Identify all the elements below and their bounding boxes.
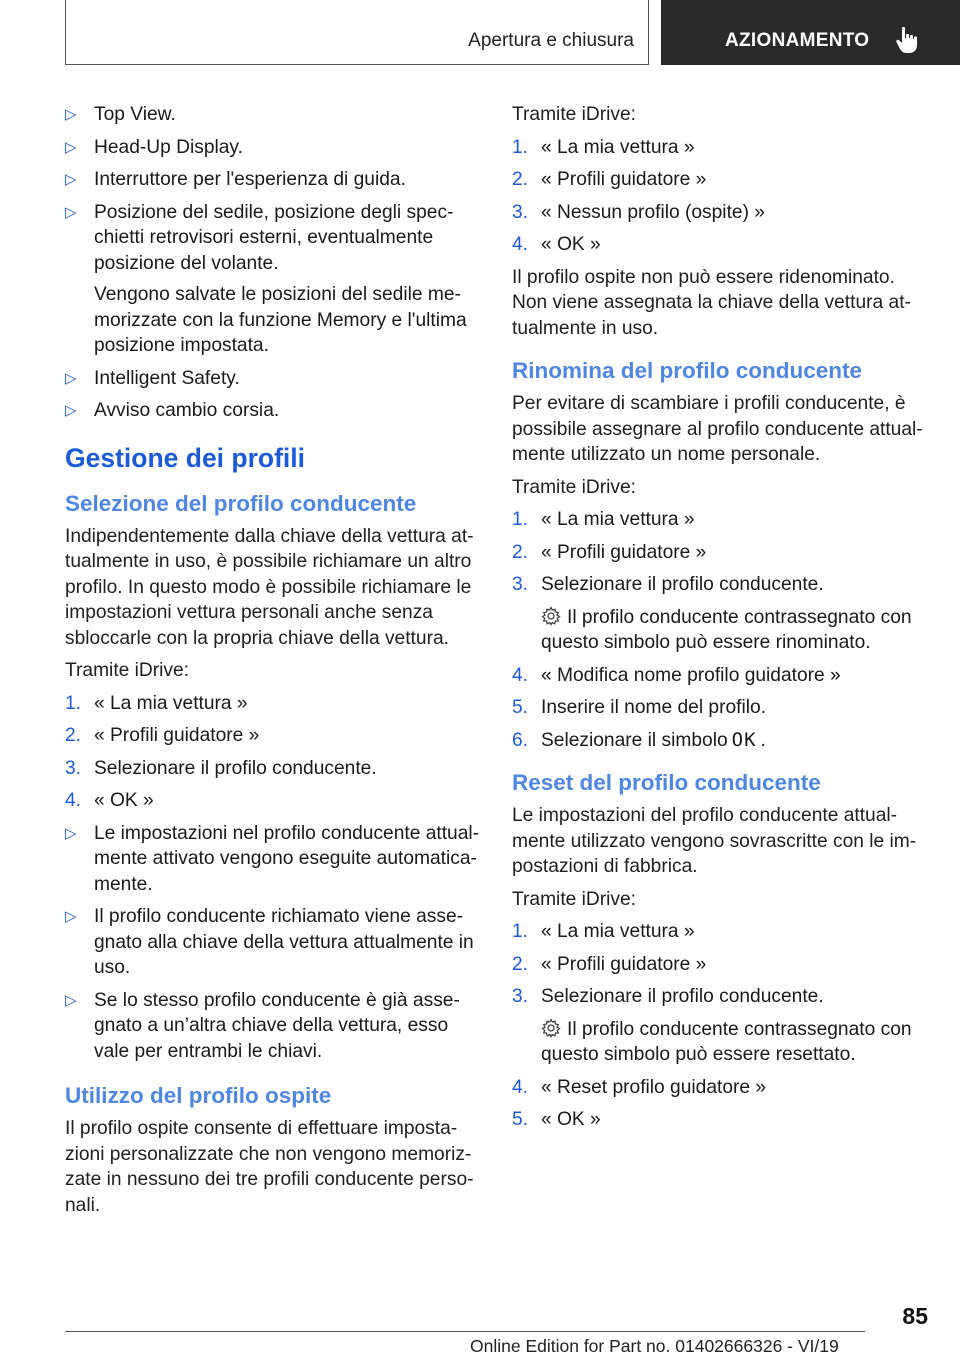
step-number: 1. [512, 509, 529, 530]
bullet-list [65, 821, 480, 1065]
bullet-triangle-icon: ▷ [65, 203, 77, 221]
ok-symbol: OK [731, 728, 757, 751]
bullet-triangle-icon: ▷ [65, 171, 77, 188]
footer-divider [65, 1331, 865, 1332]
step-number: 5. [512, 697, 529, 718]
step-number: 2. [512, 169, 529, 190]
step-item [512, 540, 927, 566]
step-item [512, 919, 927, 945]
step-item [512, 695, 927, 721]
bullet-text: Avviso cambio corsia. [94, 400, 280, 421]
bullet-item [65, 398, 480, 424]
bullet-item [65, 167, 480, 193]
step-text: « Reset profilo guidatore » [541, 1076, 767, 1098]
bullet-triangle-icon: ▷ [65, 991, 77, 1009]
step-item [512, 663, 927, 689]
step-number: 1. [65, 692, 82, 714]
step-text: « Modifica nome profilo guidatore » [541, 664, 841, 686]
step-item [512, 507, 927, 533]
step-item [512, 728, 927, 754]
step-number: 5. [512, 1109, 529, 1130]
bullet-text: Top View. [94, 104, 176, 125]
step-number: 3. [512, 574, 529, 595]
step-item [65, 723, 480, 749]
step-number: 4. [65, 790, 82, 811]
step-item [512, 984, 927, 1068]
pointing-hand-icon [895, 26, 921, 54]
step-item [512, 200, 927, 226]
gear-icon [541, 606, 561, 626]
step-number: 2. [512, 953, 529, 975]
step-text: « La mia vettura » [541, 921, 695, 942]
bullet-text: Intelligent Safety. [94, 367, 240, 389]
header-chapter-tab [661, 0, 960, 65]
step-item [512, 232, 927, 258]
bullet-text: Se lo stesso profilo conducente è già assegnato a un’altra chiave della vettura, esso vale per entrambi le chiavi. [94, 989, 460, 1062]
step-list [65, 691, 480, 814]
step-number: 2. [65, 725, 82, 746]
step-note-text: Il profilo conducente contrassegnato con questo simbolo può essere rinominato. [541, 606, 912, 653]
step-text: « La mia vettura » [541, 136, 695, 158]
bullet-item [65, 200, 480, 359]
step-number: 1. [512, 921, 529, 942]
bullet-item [65, 821, 480, 898]
step-text: « OK » [94, 790, 154, 811]
bullet-triangle-icon: ▷ [65, 908, 77, 925]
bullet-text: Head-Up Display. [94, 136, 243, 158]
step-text: Selezionare il simbolo [541, 729, 728, 751]
step-note-text: Il profilo conducente contrassegnato con questo simbolo può essere resettato. [541, 1018, 912, 1065]
header-section-tab [65, 0, 649, 65]
step-text: « Profili guidatore » [541, 953, 707, 975]
step-number: 3. [512, 986, 529, 1007]
step-text: « Profili guidatore » [94, 725, 260, 746]
step-number: 4. [512, 234, 529, 255]
paragraph-lead: Tramite iDrive: [512, 888, 637, 910]
step-item [65, 756, 480, 782]
step-number: 3. [512, 201, 529, 223]
paragraph: Le impostazioni del profilo conducente attualmente utilizzato vengono sovrascritte con le impostazioni di fabbrica. [512, 805, 917, 877]
step-list [512, 507, 927, 753]
right-column [512, 102, 927, 1140]
step-text: « OK » [541, 234, 601, 255]
step-list [512, 919, 927, 1133]
step-text: « Nessun profilo (ospite) » [541, 201, 765, 223]
paragraph-lead: Tramite iDrive: [65, 660, 190, 681]
step-item [512, 1107, 927, 1133]
bullet-item [65, 366, 480, 392]
step-text: « La mia vettura » [94, 692, 248, 714]
step-text: Selezionare il profilo conducente. [94, 757, 377, 779]
bullet-text: Posizione del sedile, posizione degli specchietti retrovisori esterni, eventualmente posizione del volante. [94, 201, 454, 274]
paragraph: Il profilo ospite non può essere ridenominato. Non viene assegnata la chiave della vettura attualmente in uso. [512, 266, 911, 339]
bullet-triangle-icon: ▷ [65, 402, 77, 419]
step-note [541, 605, 927, 656]
paragraph: Il profilo ospite consente di effettuare impostazioni personalizzate che non vengono memorizzate in nessuno dei tre profili conducente personali. [65, 1118, 474, 1216]
section-heading-guest-profile: Utilizzo del profilo ospite [65, 1083, 332, 1108]
chapter-title: AZIONAMENTO [725, 30, 870, 51]
section-heading-select-profile: Selezione del profilo conducente [65, 490, 417, 516]
step-number: 1. [512, 136, 529, 158]
step-number: 6. [512, 729, 529, 751]
step-note [541, 1017, 927, 1068]
paragraph-lead: Tramite iDrive: [512, 476, 637, 498]
bullet-triangle-icon: ▷ [65, 369, 77, 387]
section-title: Apertura e chiusura [468, 30, 634, 51]
bullet-item [65, 988, 480, 1065]
section-heading-rename-profile: Rinomina del profilo conducente [512, 358, 863, 383]
step-text: « OK » [541, 1109, 601, 1130]
step-number: 4. [512, 1076, 529, 1098]
step-item [512, 135, 927, 161]
step-text: Inserire il nome del profilo. [541, 697, 767, 718]
step-number: 3. [65, 757, 82, 779]
section-heading-reset-profile: Reset del profilo conducente [512, 770, 821, 795]
step-text: Selezionare il profilo conducente. [541, 986, 824, 1007]
gear-icon [541, 1018, 561, 1038]
step-item [65, 788, 480, 814]
step-number: 2. [512, 541, 529, 563]
paragraph: Indipendentemente dalla chiave della vettura attualmente in uso, è possibile richiamare un altro profilo. In questo modo è possibile richiamare le impostazioni vettura personali anche senza sbloccarle con la propria chiave della vettura. [65, 525, 474, 649]
bullet-item [65, 135, 480, 161]
step-item [512, 1075, 927, 1101]
step-list [512, 135, 927, 258]
step-text: Selezionare il profilo conducente. [541, 574, 824, 595]
step-item [65, 691, 480, 717]
step-text: « Profili guidatore » [541, 169, 707, 190]
bullet-triangle-icon: ▷ [65, 824, 77, 842]
step-item [512, 572, 927, 656]
bullet-text: Interruttore per l'esperienza di guida. [94, 169, 406, 190]
page-number: 85 [902, 1303, 928, 1329]
bullet-triangle-icon: ▷ [65, 106, 77, 123]
left-column [65, 102, 480, 1225]
bullet-text: Le impostazioni nel profilo conducente attualmente attivato vengono eseguite automaticamente. [94, 822, 480, 895]
paragraph-lead: Tramite iDrive: [512, 104, 637, 125]
chapter-heading: Gestione dei profili [65, 442, 306, 473]
step-item [512, 952, 927, 978]
footer-edition: Online Edition for Part no. 01402666326 - VI/19 [470, 1336, 839, 1356]
bullet-text: Il profilo conducente richiamato viene assegnato alla chiave della vettura attualmente in uso. [94, 906, 474, 978]
paragraph: Per evitare di scambiare i profili conducente, è possibile assegnare al profilo conducente attualmente utilizzato un nome personale. [512, 393, 923, 465]
bullet-triangle-icon: ▷ [65, 138, 77, 156]
bullet-subtext: Vengono salvate le posizioni del sedile memorizzate con la funzione Memory e l'ultima posizione impostata. [94, 284, 467, 356]
step-tail: . [760, 729, 766, 751]
bullet-item [65, 102, 480, 128]
step-item [512, 167, 927, 193]
bullet-item [65, 904, 480, 981]
step-number: 4. [512, 664, 529, 686]
step-text: « La mia vettura » [541, 509, 695, 530]
feature-list [65, 102, 480, 424]
step-text: « Profili guidatore » [541, 541, 707, 563]
